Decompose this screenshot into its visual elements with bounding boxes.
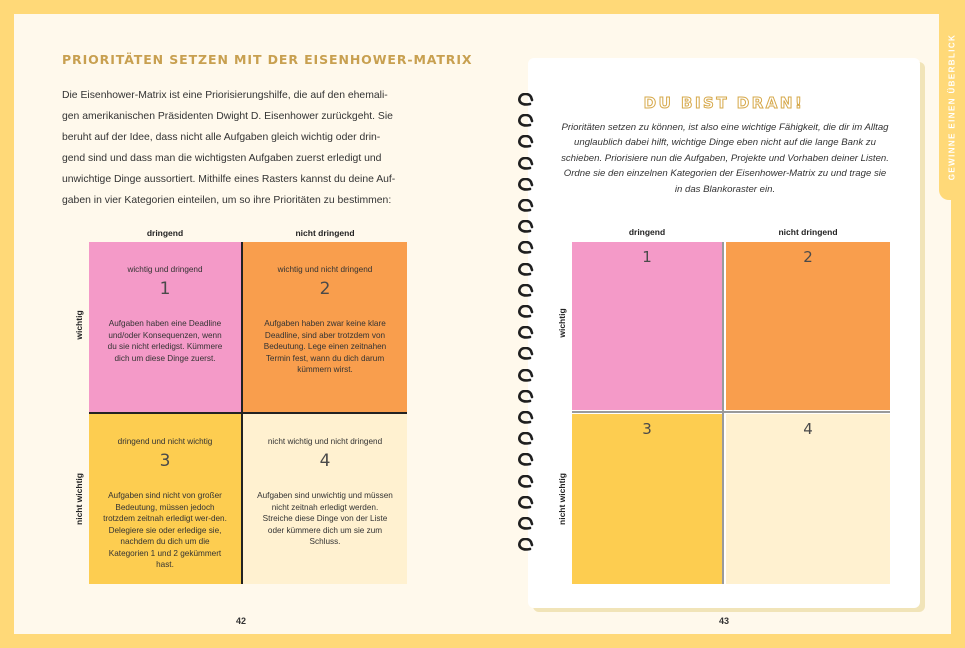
cell-number: 2 [319, 279, 331, 299]
spiral-ring-icon [516, 411, 538, 425]
matrix-col-header-not-urgent: nicht dringend [295, 228, 355, 238]
matrix-divider-horizontal [89, 412, 407, 414]
intro-line: unwichtige Dinge aussortiert. Mithilfe eines Rasters kannst du deine Auf- [62, 174, 396, 185]
spiral-ring-icon [516, 178, 538, 192]
cell-number: 4 [319, 451, 331, 471]
matrix-row-header-not-important: nicht wichtig [74, 473, 84, 525]
blank-matrix-divider-vertical [722, 242, 724, 584]
intro-line: gend sind und dass man die wichtigsten Aufgaben zuerst erledigt und [62, 153, 382, 164]
blank-matrix-col-header-urgent: dringend [628, 227, 666, 237]
matrix-cell-4 [243, 414, 407, 584]
matrix-row-header-important: wichtig [74, 310, 84, 340]
page-number-right: 43 [719, 616, 730, 626]
chapter-tab-label: GEWINNE EINEN ÜBERBLICK [947, 33, 957, 181]
cell-description: Aufgaben haben zwar keine klare Deadline, sind aber trotzdem von Bedeutung. Lege einen zeitnahen Termin fest, wann du dich darum kümmern wirst. [263, 319, 387, 374]
cell-title: dringend und nicht wichtig [117, 437, 213, 446]
cell-description: Aufgaben sind unwichtig und müssen nicht zeitnah erledigt werden. Streiche diese Dinge von der Liste oder kümmere dich um sie zum Schluss. [257, 491, 393, 546]
cell-number: 4 [803, 420, 813, 438]
blank-matrix-cell-1[interactable] [572, 242, 722, 410]
spiral-ring-icon [516, 263, 538, 277]
intro-line: gen amerikanischen Präsidenten Dwight D. Eisenhower zurückgeht. Sie [62, 111, 393, 122]
spiral-ring-icon [516, 538, 538, 552]
cell-description: Aufgaben sind nicht von großer Bedeutung, müssen jedoch trotzdem zeitnah erledigt wer-den. Delegiere sie oder erledige sie, nachdem du dich um die Kategorien 1 und 2 gekümmert hast. [103, 491, 227, 569]
spiral-ring-icon [516, 305, 538, 319]
exercise-instructions: Prioritäten setzen zu können, ist also eine wichtige Fähigkeit, die dir im Alltag unglaublich dabei hilft, wichtige Dinge eben nicht auf die lange Bank zu schieben. Priorisiere nun die Aufgaben, Projekte und Vorhaben deiner Listen. Ordne sie den einzelnen Kategorien der Eisenhower-Matrix zu und trage sie in das Blankoraster ein. [561, 122, 889, 195]
matrix-cell-2 [243, 242, 407, 412]
intro-line: Die Eisenhower-Matrix ist eine Priorisierungshilfe, die auf den ehemali- [62, 90, 388, 101]
matrix-cell-1 [89, 242, 241, 412]
page-number-left: 42 [236, 616, 247, 626]
spiral-ring-icon [516, 453, 538, 467]
spiral-ring-icon [516, 220, 538, 234]
cell-number: 1 [159, 279, 171, 299]
cell-number: 3 [159, 451, 171, 471]
spiral-ring-icon [516, 496, 538, 510]
cell-title: wichtig und nicht dringend [277, 265, 373, 274]
intro-text [62, 85, 407, 211]
blank-matrix-col-header-not-urgent: nicht dringend [778, 227, 838, 237]
blank-matrix-cell-3[interactable] [572, 414, 722, 584]
matrix-cell-3 [89, 414, 241, 584]
cell-title: nicht wichtig und nicht dringend [267, 437, 383, 446]
cell-number: 3 [642, 420, 652, 438]
blank-matrix-row-header-important: wichtig [557, 308, 567, 338]
cell-title: wichtig und dringend [127, 265, 203, 274]
spiral-ring-icon [516, 475, 538, 489]
spiral-ring-icon [516, 369, 538, 383]
spiral-ring-icon [516, 199, 538, 213]
spiral-ring-icon [516, 157, 538, 171]
page-heading: PRIORITÄTEN SETZEN MIT DER EISENHOWER-MATRIX [62, 52, 473, 67]
blank-matrix-row-header-not-important: nicht wichtig [557, 473, 567, 525]
blank-matrix-cell-4[interactable] [726, 414, 890, 584]
spiral-ring-icon [516, 135, 538, 149]
intro-line: gaben in vier Kategorien einteilen, um so ihre Prioritäten zu bestimmen: [62, 195, 392, 206]
spiral-ring-icon [516, 114, 538, 128]
matrix-col-header-urgent: dringend [146, 228, 184, 238]
blank-matrix-cell-2[interactable] [726, 242, 890, 410]
spiral-ring-icon [516, 326, 538, 340]
spiral-ring-icon [516, 390, 538, 404]
exercise-title: DU BIST DRAN! [643, 94, 805, 112]
cell-description: Aufgaben haben eine Deadline und/oder Konsequenzen, wenn du sie nicht erledigst. Kümmere dich um diese Dinge zuerst. [107, 319, 223, 363]
spiral-ring-icon [516, 347, 538, 361]
cell-number: 1 [642, 248, 652, 266]
intro-line: beruht auf der Idee, dass nicht alle Aufgaben gleich wichtig oder drin- [62, 132, 381, 143]
spiral-ring-icon [516, 517, 538, 531]
spiral-ring-icon [516, 241, 538, 255]
cell-number: 2 [803, 248, 813, 266]
blank-matrix-divider-horizontal [572, 411, 890, 413]
spiral-ring-icon [516, 432, 538, 446]
spiral-ring-icon [516, 284, 538, 298]
